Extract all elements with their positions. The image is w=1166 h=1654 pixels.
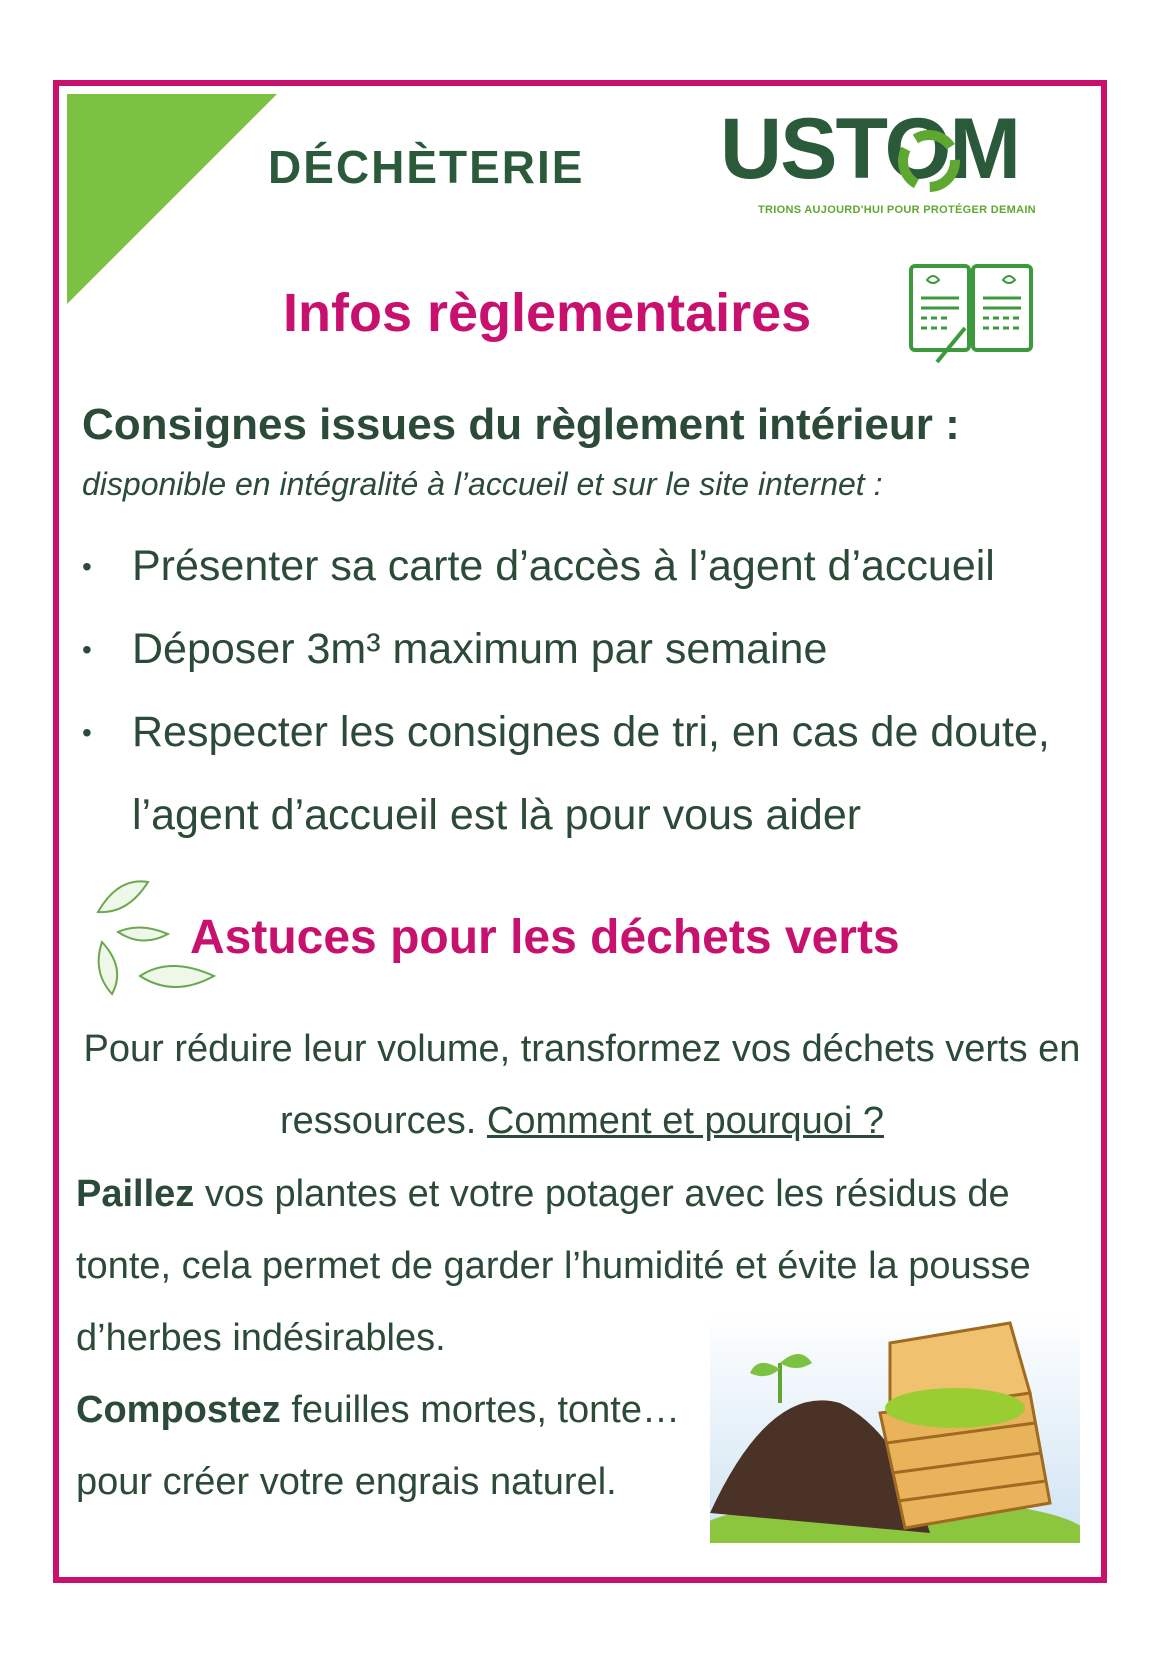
- recycle-ring-icon: [894, 126, 964, 196]
- bullet-icon: •: [82, 551, 92, 582]
- compost-bin-illustration: [710, 1313, 1080, 1543]
- tip-keyword: Compostez: [76, 1389, 281, 1431]
- infos-heading: Infos règlementaires: [283, 283, 812, 343]
- tip-text: vos plantes et votre potager avec les résidus de tonte, cela permet de garder l’humidité et évite la pousse d’herbes indésirables.: [76, 1173, 1031, 1359]
- list-item: [82, 691, 1082, 857]
- logo-tagline: TRIONS AUJOURD'HUI POUR PROTÉGER DEMAIN: [758, 204, 1036, 216]
- bullet-icon: •: [82, 717, 92, 748]
- page-title: DÉCHÈTERIE: [268, 141, 585, 193]
- intro-text: Pour réduire leur volume, transformez vos déchets verts en ressources.: [83, 1028, 1081, 1142]
- logo-text: USTOM: [720, 101, 1019, 197]
- consignes-subtitle: disponible en intégralité à l’accueil et sur le site internet :: [82, 466, 883, 502]
- bullet-icon: •: [82, 634, 92, 665]
- tip-keyword: Paillez: [76, 1173, 195, 1215]
- consignes-heading: Consignes issues du règlement intérieur :: [82, 400, 960, 449]
- rule-text: Présenter sa carte d’accès à l’agent d’accueil: [132, 542, 995, 590]
- list-item: [82, 525, 1082, 608]
- rule-text: Déposer 3m³ maximum par semaine: [132, 625, 828, 673]
- ustom-logo: [720, 101, 1060, 218]
- tip-text: pour créer votre engrais naturel.: [76, 1461, 617, 1503]
- astuces-intro: [82, 1013, 1082, 1157]
- corner-triangle: [67, 94, 277, 304]
- list-item: [82, 608, 1082, 691]
- comment-pourquoi-link[interactable]: Comment et pourquoi ?: [486, 1100, 885, 1142]
- rules-list: [82, 525, 1082, 857]
- rule-text: Respecter les consignes de tri, en cas de doute, l’agent d’accueil est là pour vous aider: [132, 708, 1050, 839]
- astuces-heading: Astuces pour les déchets verts: [190, 911, 900, 964]
- tip-text: feuilles mortes, tonte…: [280, 1389, 680, 1431]
- open-book-icon: [907, 262, 1037, 367]
